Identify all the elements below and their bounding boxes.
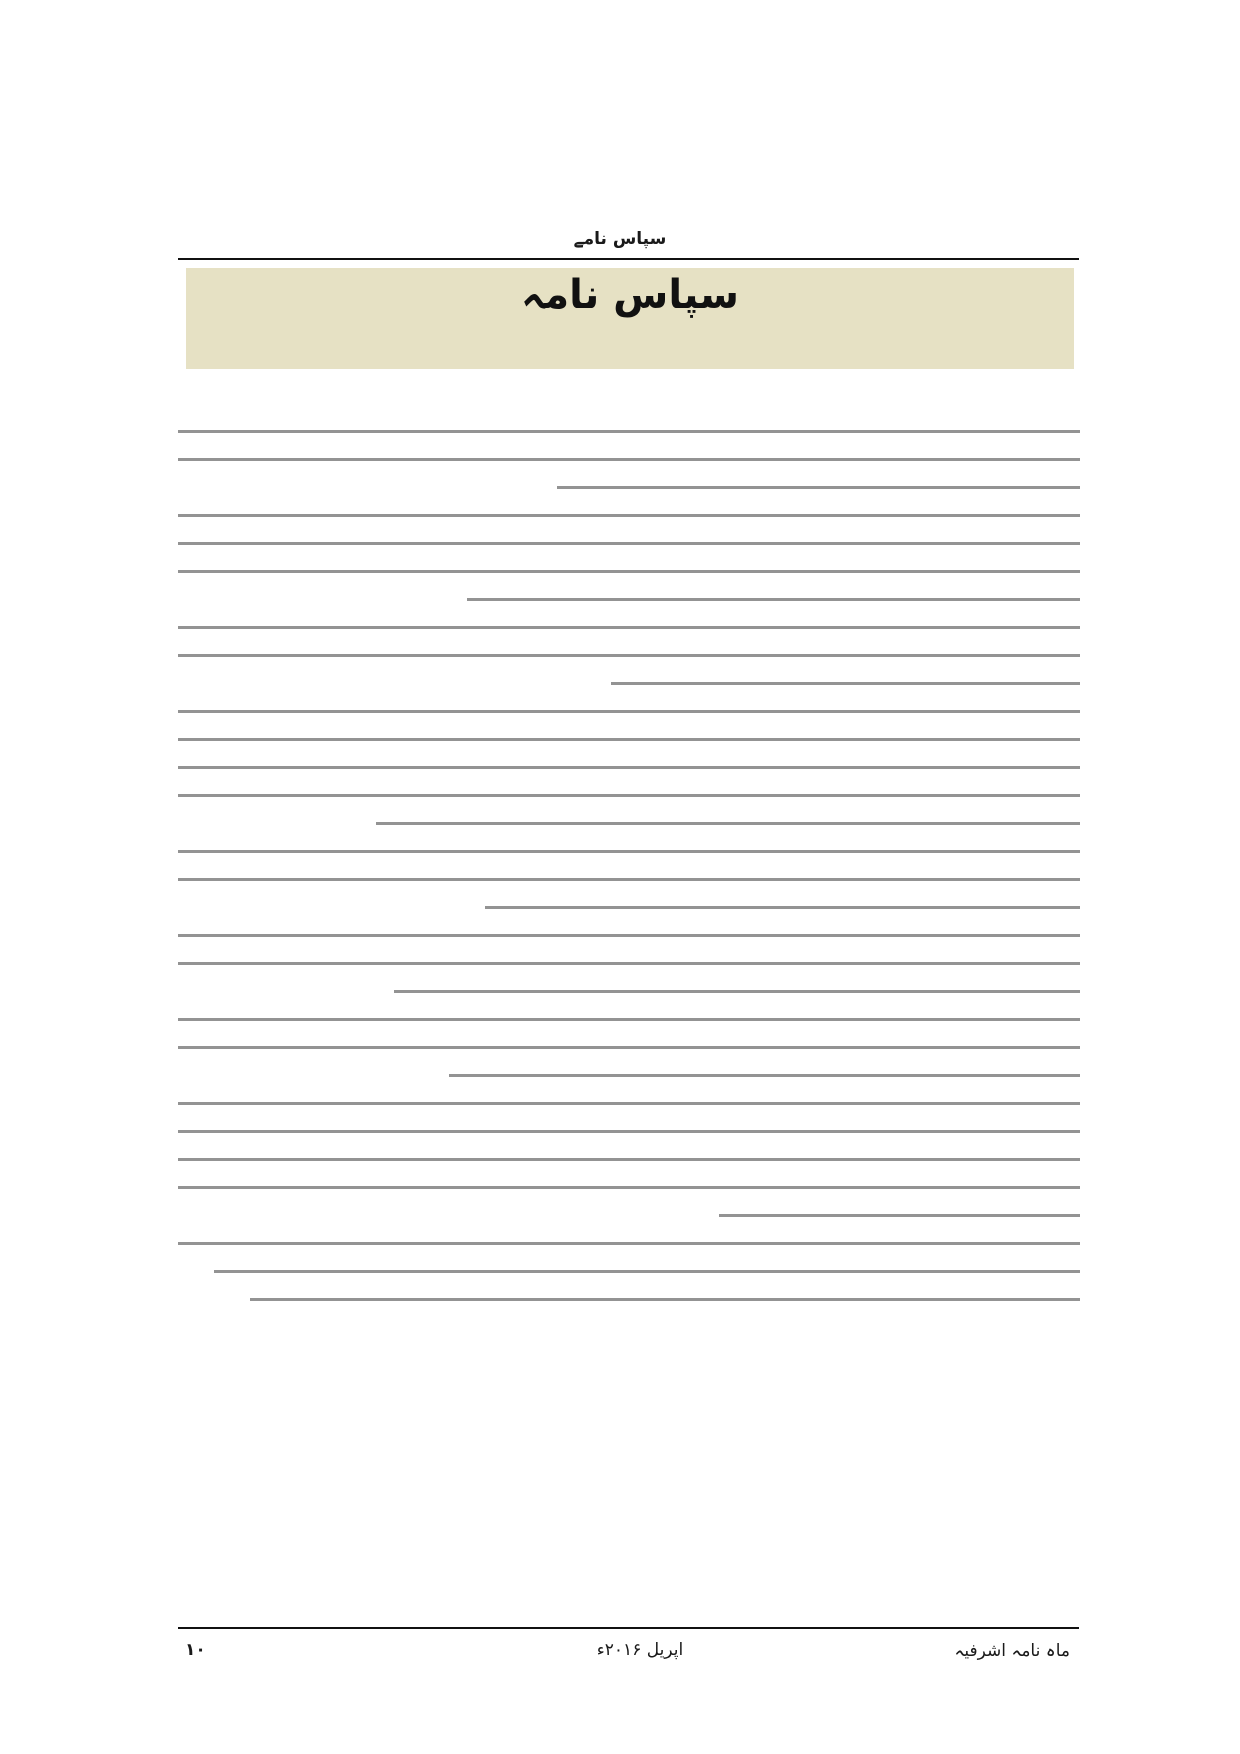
body-text-line	[178, 570, 1080, 573]
footer-rule	[178, 1627, 1079, 1629]
body-text-line	[178, 1130, 1080, 1133]
header-rule	[178, 258, 1079, 260]
page-title: سپاس نامہ	[520, 272, 740, 318]
magazine-name: ماہ نامہ اشرفیہ	[954, 1641, 1070, 1661]
body-text-line	[178, 850, 1080, 853]
body-text-line	[557, 486, 1080, 489]
body-text-line	[250, 1298, 1080, 1301]
body-text-line	[178, 626, 1080, 629]
body-text-line	[178, 878, 1080, 881]
body-text-line	[178, 794, 1080, 797]
issue-date: اپریل ۲۰۱۶ء	[596, 1640, 684, 1660]
body-text-line	[178, 1242, 1080, 1245]
body-text-line	[719, 1214, 1080, 1217]
body-text-line	[178, 934, 1080, 937]
body-text-line	[178, 1018, 1080, 1021]
body-text-line	[394, 990, 1080, 993]
body-text-line	[214, 1270, 1080, 1273]
body-text-line	[376, 822, 1080, 825]
body-text-line	[178, 1102, 1080, 1105]
body-text-line	[611, 682, 1080, 685]
body-text-line	[178, 1158, 1080, 1161]
body-text-line	[178, 458, 1080, 461]
title-box	[186, 268, 1074, 369]
body-text-line	[178, 514, 1080, 517]
body-text-line	[467, 598, 1080, 601]
body-text-line	[178, 962, 1080, 965]
body-text-line	[178, 738, 1080, 741]
body-text-line	[178, 1046, 1080, 1049]
body-text-line	[178, 654, 1080, 657]
body-text	[178, 416, 1080, 1354]
body-text-line	[178, 1186, 1080, 1189]
body-text-line	[485, 906, 1080, 909]
body-text-line	[178, 766, 1080, 769]
body-text-line	[178, 430, 1080, 433]
running-head: سپاس نامے	[573, 229, 667, 249]
body-text-line	[178, 542, 1080, 545]
body-text-line	[178, 710, 1080, 713]
body-text-line	[449, 1074, 1080, 1077]
page-number: ۱۰	[185, 1640, 206, 1660]
